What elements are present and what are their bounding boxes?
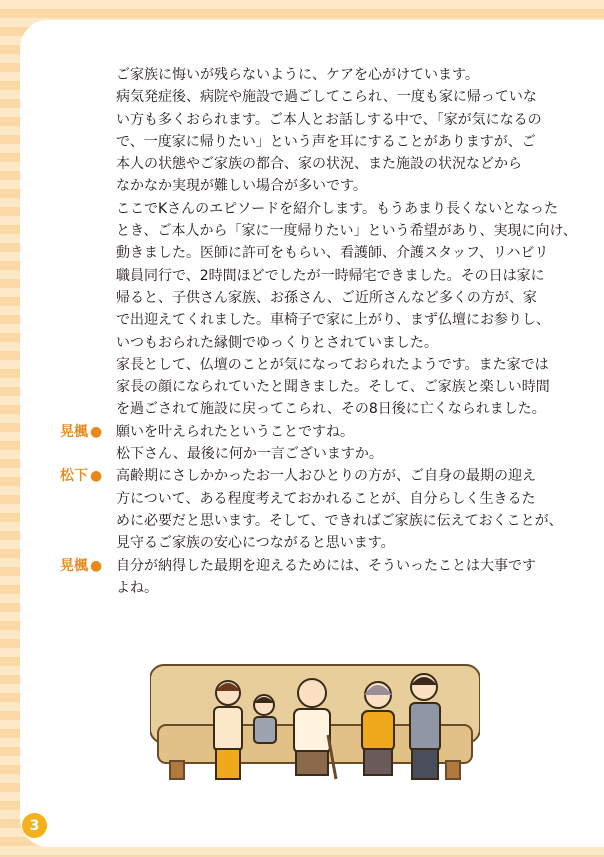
- family-on-sofa-illustration: [150, 655, 480, 785]
- dialogue-entry-matsushita: [60, 465, 563, 554]
- narration-line: 動きました。医師に許可をもらい、看護師、介護スタッフ、リハビリ: [116, 245, 549, 262]
- narration-line: いつもおられた縁側でゆっくりとされていました。: [116, 334, 438, 351]
- article-body: [60, 64, 577, 599]
- narration-line: 病気発症後、病院や施設で過ごしてこられ、一度も家に帰っていな: [116, 89, 537, 106]
- narration-line: 帰ると、子供さん家族、お孫さん、ご近所さんなど多くの方が、家: [116, 289, 537, 306]
- dialogue-line: 方について、ある程度考えておかれることが、自分らしく生きるた: [116, 490, 536, 507]
- dialogue-line: 松下さん、最後に何か一言ございますか。: [116, 446, 383, 463]
- dialogue-line: よね。: [116, 579, 158, 596]
- speaker-name: 松下: [60, 468, 88, 485]
- narration-line: で出迎えてくれました。車椅子で家に上がり、まず仏壇にお参りし、: [116, 312, 550, 329]
- speaker-name: 晃楓: [60, 423, 88, 440]
- narration-line: ご家族に悔いが残らないように、ケアを心がけています。: [116, 67, 479, 83]
- narration-line: なかなか実現が難しい場合が多いです。: [116, 178, 367, 195]
- bullet-icon: ●: [90, 423, 103, 440]
- narration-line: ここでKさんのエピソードを紹介します。もうあまり長くないとなった: [116, 200, 559, 217]
- narration-line: 職員同行で、2時間ほどでしたが一時帰宅できました。その日は家に: [116, 267, 545, 284]
- page-number-badge: 3: [22, 813, 47, 838]
- dialogue-line: 見守るご家族の安心につながると思います。: [116, 535, 395, 552]
- dialogue-line: 高齢期にさしかかったお一人おひとりの方が、ご自身の最期の迎え: [116, 468, 536, 485]
- narration-line: を過ごされて施設に戻ってこられ、その8日後に亡くなられました。: [116, 401, 546, 418]
- dialogue-line: めに必要だと思います。そして、できればご家族に伝えておくことが、: [116, 512, 563, 529]
- bullet-icon: ●: [90, 557, 103, 574]
- bullet-icon: ●: [90, 468, 103, 485]
- narration-line: 家長の顔になられていたと聞きました。そして、ご家族と楽しい時間: [116, 379, 550, 396]
- speaker-name: 晃楓: [60, 557, 88, 574]
- narration-line: とき、ご本人から「家に一度帰りたい」という希望があり、実現に向け、: [116, 223, 577, 240]
- dialogue-entry-akikaede-1: [60, 421, 546, 466]
- narration-line: で、一度家に帰りたい」という声を耳にすることがありますが、ご: [116, 133, 536, 150]
- narration-line: い方も多くおられます。ご本人とお話しする中で、「家が気になるの: [116, 111, 542, 128]
- dialogue-line: 自分が納得した最期を迎えるためには、そういったことは大事です: [116, 557, 536, 574]
- narration-line: 家長として、仏壇のことが気になっておられたようです。また家では: [116, 356, 549, 373]
- dialogue-line: 願いを叶えられたということですね。: [116, 423, 354, 440]
- dialogue-entry-akikaede-2: [60, 555, 546, 600]
- narration-line: 本人の状態やご家族の都合、家の状況、また施設の状況などから: [116, 156, 522, 173]
